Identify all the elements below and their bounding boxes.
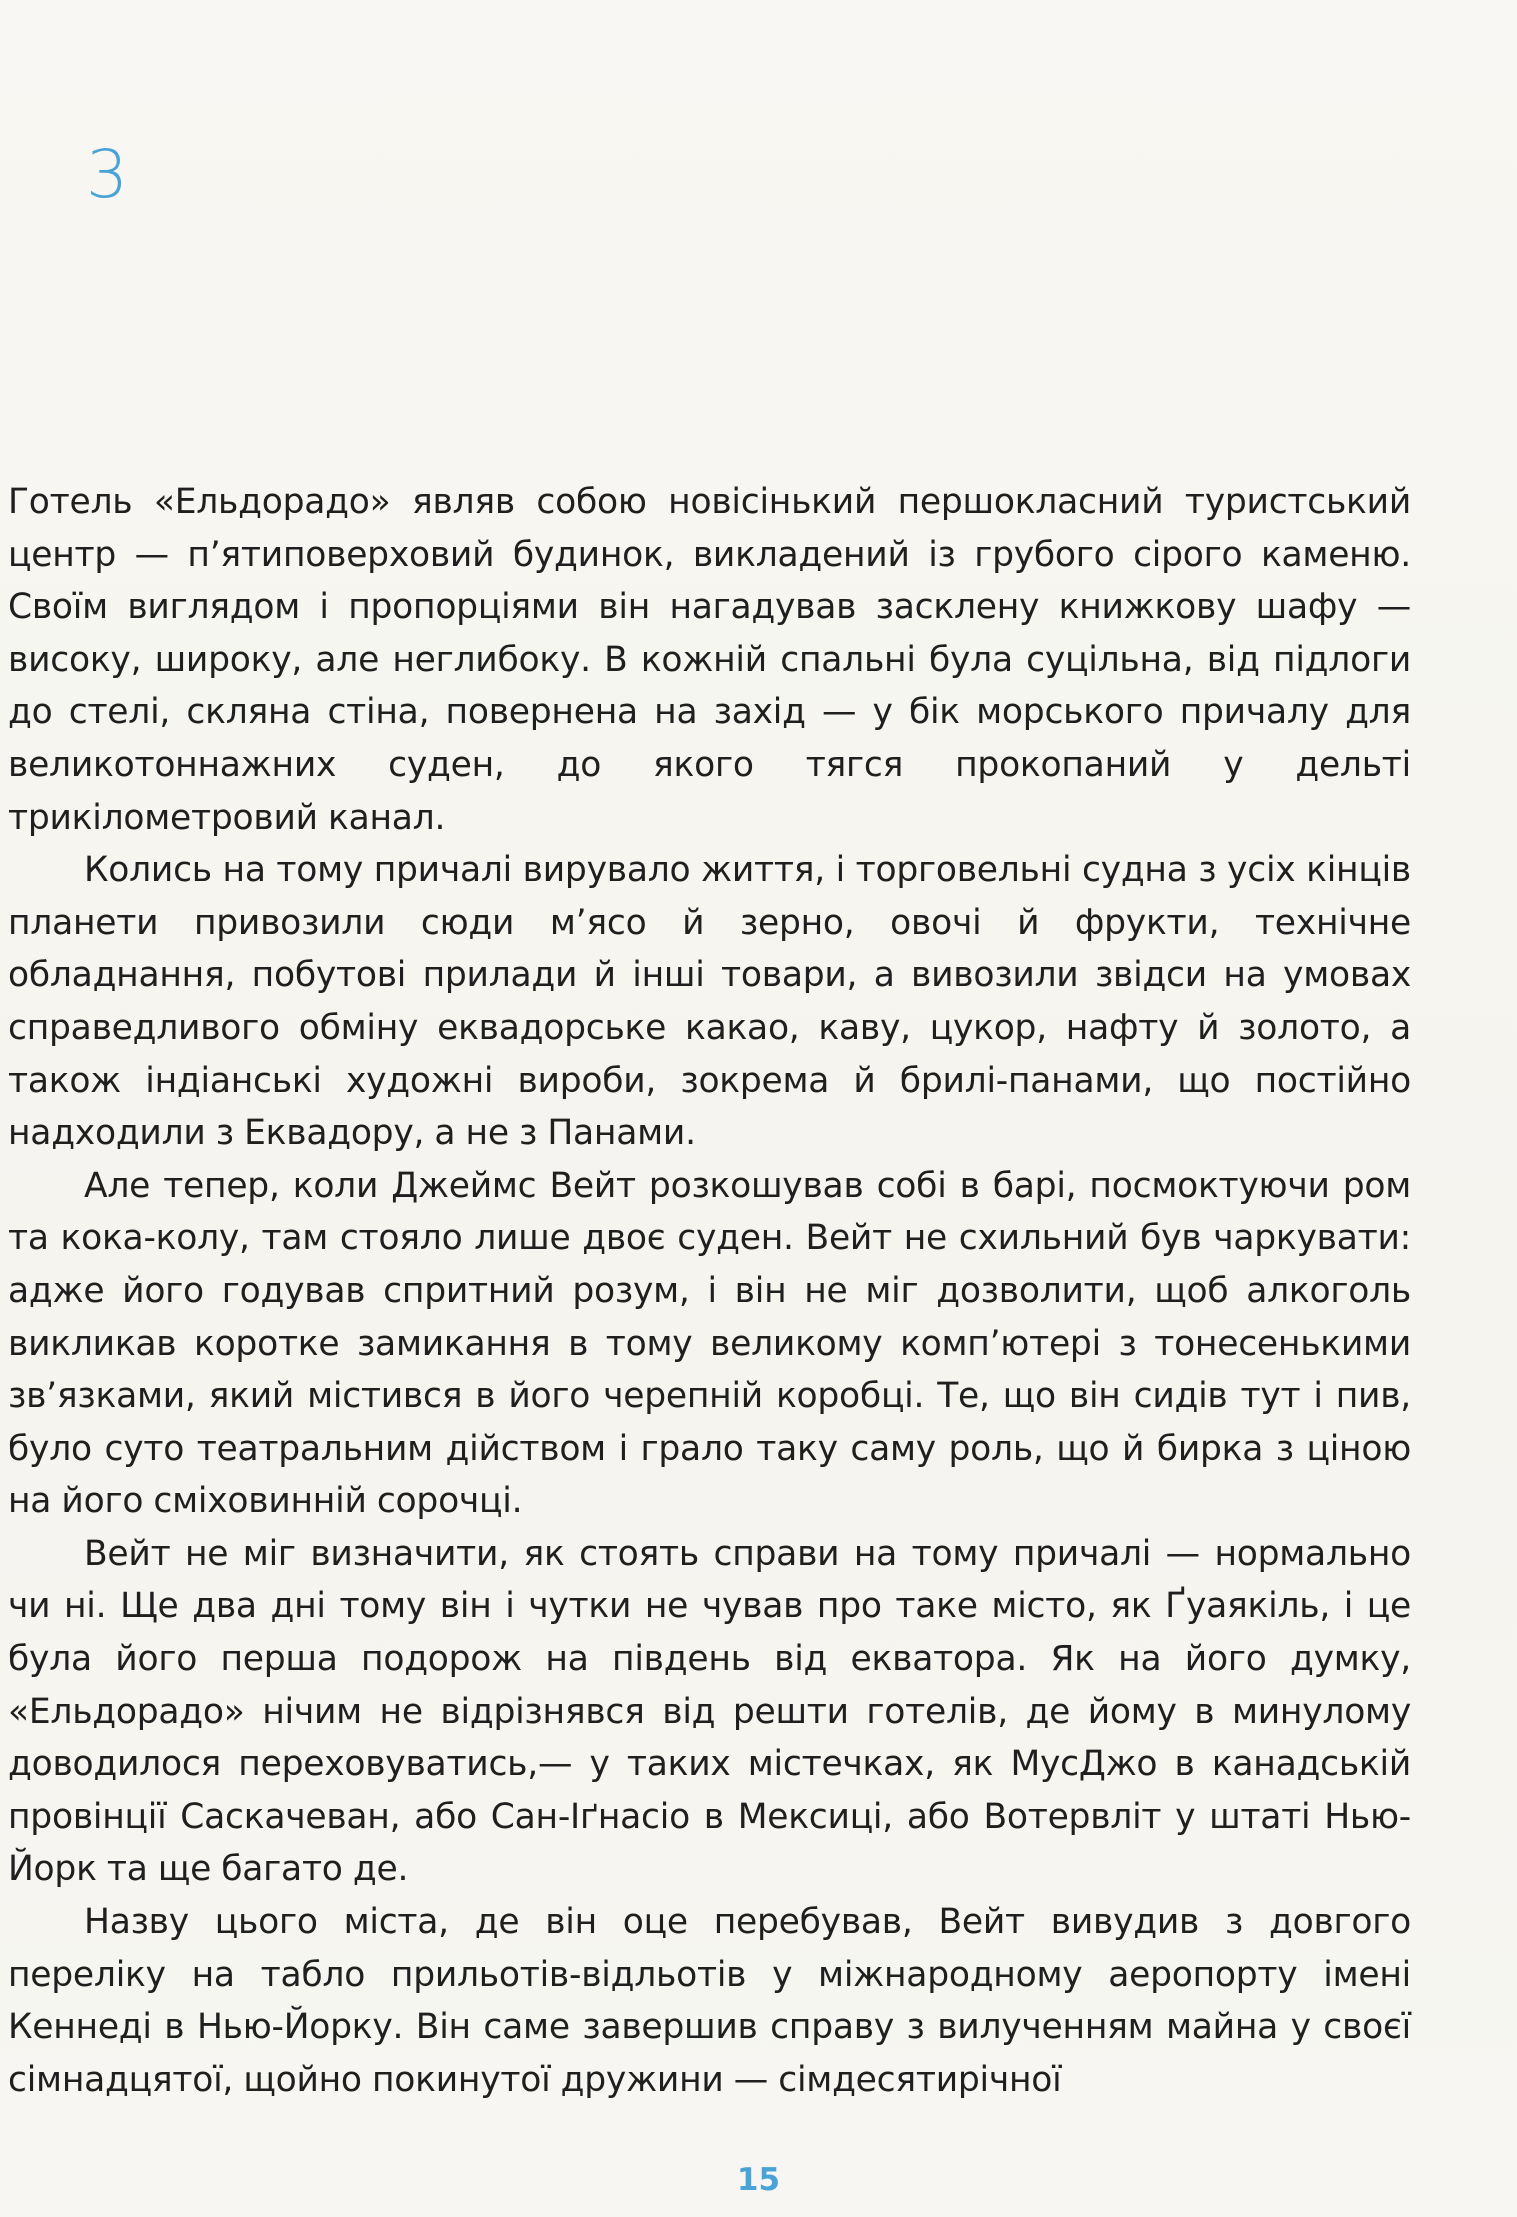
paragraph-3: Але тепер, коли Джеймс Вейт розкошував собі в барі, посмоктуючи ром та кока-колу, там стояло лише двоє суден. Вейт не схильний був чаркувати: адже його годував спритний розум, і він не міг дозволити, щоб алкоголь викликав коротке замикання в тому великому комп’ютері з тонесенькими зв’язками, який містився в його черепній коробці. Те, що він сидів тут і пив, було суто театральним дійством і грало таку саму роль, що й бирка з ціною на його сміховинній сорочці. [8,1165,1411,1522]
body-text [8,476,1411,2106]
paragraph-4: Вейт не міг визначити, як стоять справи на тому причалі — нормально чи ні. Ще два дні тому він і чутки не чував про таке місто, як Ґуаякіль, і це була його перша подорож на південь від екватора. Як на його думку, «Ельдорадо» нічим не відрізнявся від решти готелів, де йому в минулому доводилося переховуватись,— у таких містечках, як МусДжо в канадській провінції Саскачеван, або Сан-Іґнасіо в Мексиці, або Вотервліт у штаті Нью-Йорк та ще багато де. [8,1533,1411,1890]
chapter-number: 3 [86,136,128,213]
page-number: 15 [736,2162,781,2198]
paragraph-1: Готель «Ельдорадо» являв собою новісінький першокласний туристський центр — п’ятиповерховий будинок, викладений із грубого сірого каменю. Своїм виглядом і пропорціями він нагадував засклену книжкову шафу — високу, широку, але неглибоку. В кожній спальні була суцільна, від підлоги до стелі, скляна стіна, повернена на захід — у бік морського причалу для великотоннажних суден, до якого тягся прокопаний у дельті трикілометровий канал. [8,482,1411,838]
paragraph-2: Колись на тому причалі вирувало життя, і торговельні судна з усіх кінців планети привозили сюди м’ясо й зерно, овочі й фрукти, технічне обладнання, побутові прилади й інші товари, а вивозили звідси на умовах справедливого обміну еквадорське какао, каву, цукор, нафту й золото, а також індіанські художні вироби, зокрема й брилі-панами, що постійно надходили з Еквадору, а не з Панами. [8,850,1411,1154]
paragraph-5: Назву цього міста, де він оце перебував, Вейт вивудив з довгого переліку на табло прильотів-відльотів у міжнародному аеропорту імені Кеннеді в Нью-Йорку. Він саме завершив справу з вилученням майна у своєї сімнадцятої, щойно покинутої дружини — сімдесятирічної [8,1902,1411,2100]
